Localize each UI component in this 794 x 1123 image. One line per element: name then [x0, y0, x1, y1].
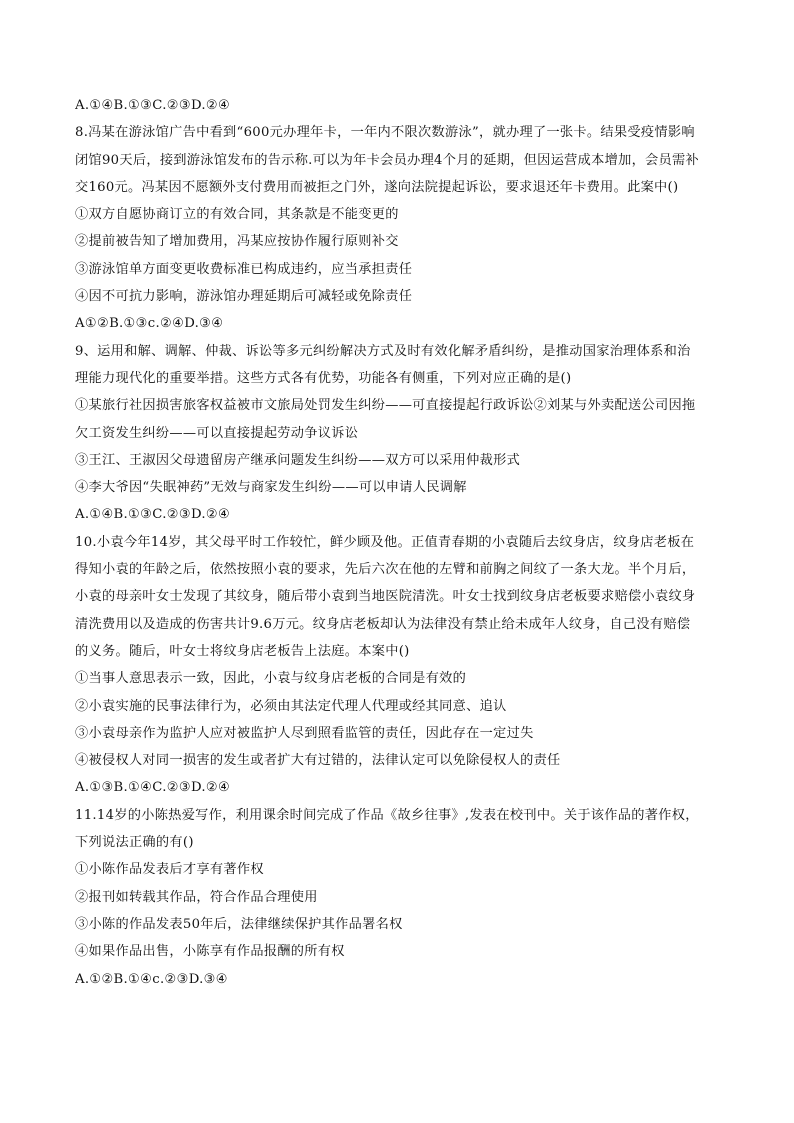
statement-option-line: 欠工资发生纠纷——可以直接提起劳动争议诉讼	[75, 425, 359, 441]
answer-choices: A①②B.①③c.②④D.③④	[75, 316, 224, 332]
statement-option-4: ④因不可抗力影响，游泳馆办理延期后可减轻或免除责任	[75, 289, 413, 305]
question-stem-line: 闭馆90天后，接到游泳馆发布的告示称.可以为年卡会员办理4个月的延期，但因运营成本增加，会员需补	[75, 152, 700, 168]
question-11	[75, 802, 725, 993]
question-stem-line: 理能力现代化的重要举措。这些方式各有优势，功能各有侧重，下列对应正确的是()	[75, 370, 572, 386]
question-stem-line: 交160元。冯某因不愿额外支付费用而被拒之门外，遂向法院提起诉讼，要求退还年卡费用。此案中()	[75, 179, 679, 195]
document-page	[75, 92, 725, 993]
statement-option-1: ①小陈作品发表后才享有著作权	[75, 862, 264, 878]
question-stem-line: 11.14岁的小陈热爱写作，利用课余时间完成了作品《故乡往事》,发表在校刊中。关于该作品的著作权，	[75, 807, 699, 823]
statement-option-3: ③小陈的作品发表50年后，法律继续保护其作品署名权	[75, 916, 403, 932]
statement-option-2: ②提前被告知了增加费用，冯某应按协作履行原则补交	[75, 234, 399, 250]
statement-option-3: ③王江、王淑因父母遗留房产继承问题发生纠纷——双方可以采用仲裁形式	[75, 452, 521, 468]
question-8	[75, 119, 725, 337]
statement-option-line: ①某旅行社因损害旅客权益被市文旅局处罚发生纠纷——可直接提起行政诉讼②刘某与外卖配送公司因拖	[75, 398, 696, 414]
statement-option-2: ②报刊如转载其作品，符合作品合理使用	[75, 889, 318, 905]
answer-choices: A.①③B.①④C.②③D.②④	[75, 780, 231, 796]
question-stem-line: 8.冯某在游泳馆广告中看到“600元办理年卡，一年内不限次数游泳”，就办理了一张卡。结果受疫情影响	[75, 125, 695, 141]
question-stem-line: 10.小袁今年14岁，其父母平时工作较忙，鲜少顾及他。正值青春期的小袁随后去纹身店，纹身店老板在	[75, 534, 695, 550]
answer-options-q7	[75, 92, 725, 119]
statement-option-4: ④被侵权人对同一损害的发生或者扩大有过错的，法律认定可以免除侵权人的责任	[75, 753, 561, 769]
question-stem-line: 小袁的母亲叶女士发现了其纹身，随后带小袁到当地医院清洗。叶女士找到纹身店老板要求赔偿小袁纹身	[75, 589, 696, 605]
statement-option-4: ④如果作品出售，小陈享有作品报酬的所有权	[75, 944, 345, 960]
answer-choices: A.①②B.①④c.②③D.③④	[75, 971, 228, 987]
question-stem-line: 的义务。随后，叶女士将纹身店老板告上法庭。本案中()	[75, 643, 410, 659]
statement-option-3: ③游泳馆单方面变更收费标准已构成违约，应当承担责任	[75, 261, 413, 277]
question-stem-line: 下列说法正确的有()	[75, 835, 194, 851]
statement-option-1: ①当事人意思表示一致，因此，小袁与纹身店老板的合同是有效的	[75, 671, 467, 687]
answer-choices: A.①④B.①③C.②③D.②④	[75, 98, 231, 113]
question-10	[75, 529, 725, 802]
question-stem-line: 得知小袁的年龄之后，依然按照小袁的要求，先后六次在他的左臂和前胸之间纹了一条大龙。半个月后，	[75, 562, 696, 578]
statement-option-1: ①双方自愿协商订立的有效合同，其条款是不能变更的	[75, 207, 399, 223]
statement-option-2: ②小袁实施的民事法律行为，必须由其法定代理人代理或经其同意、追认	[75, 698, 507, 714]
question-stem-line: 清洗费用以及造成的伤害共计9.6万元。纹身店老板却认为法律没有禁止给未成年人纹身，自己没有赔偿	[75, 616, 691, 632]
statement-option-4: ④李大爷因“失眠神药”无效与商家发生纠纷——可以申请人民调解	[75, 480, 467, 496]
question-9	[75, 338, 725, 529]
answer-choices: A.①④B.①③C.②③D.②④	[75, 507, 231, 523]
statement-option-3: ③小袁母亲作为监护人应对被监护人尽到照看监管的责任，因此存在一定过失	[75, 725, 534, 741]
question-stem-line: 9、运用和解、调解、仲裁、诉讼等多元纠纷解决方式及时有效化解矛盾纠纷，是推动国家治理体系和治	[75, 343, 691, 359]
